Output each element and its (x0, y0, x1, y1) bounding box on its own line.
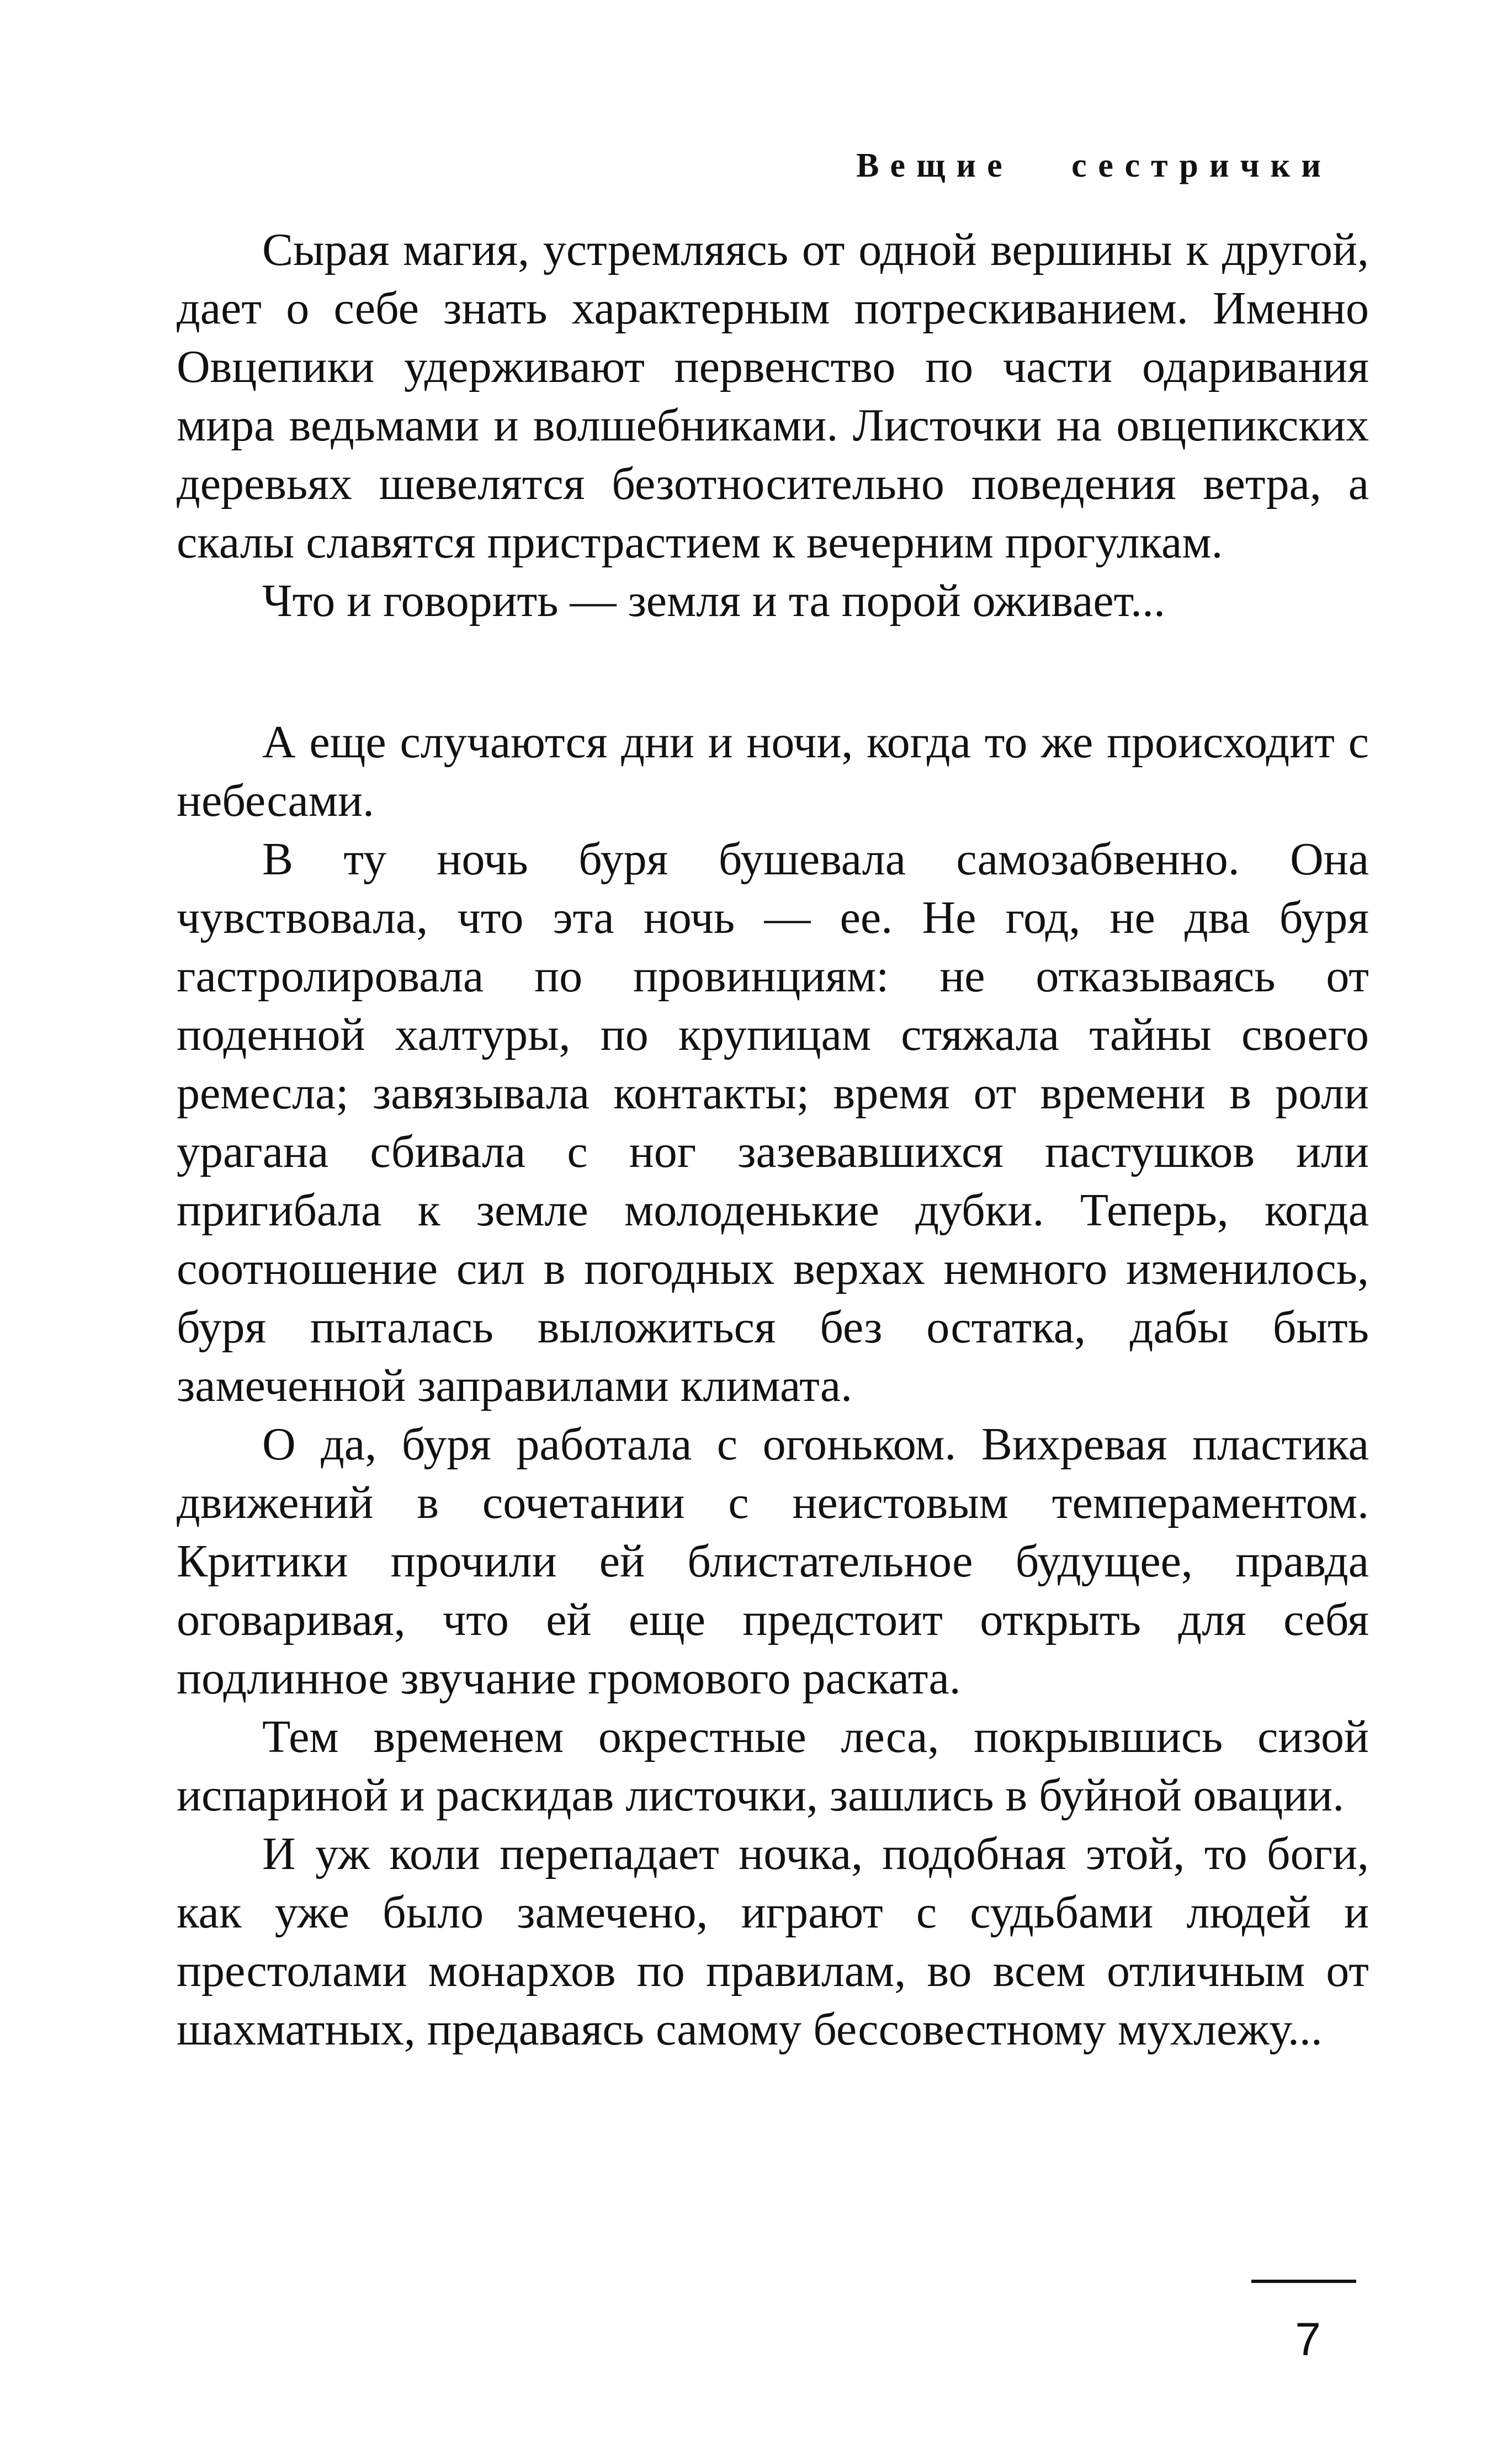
section-break (177, 630, 1369, 713)
paragraph: О да, буря работала с огоньком. Вихревая пластика движений в сочетании с неистовым темпераментом. Критики прочили ей блистательное будущее, правда оговаривая, что ей еще предстоит открыть для себя подлинное звучание громового раската. (177, 1419, 1369, 1704)
paragraph: Что и говорить — земля и та порой оживает... (262, 575, 1166, 626)
paragraph: А еще случаются дни и ночи, когда то же происходит с небесами. (177, 716, 1369, 826)
page-number: 7 (1295, 2313, 1321, 2365)
body-text (177, 221, 1369, 2059)
paragraph: Сырая магия, устремляясь от одной вершины к другой, дает о себе знать характерным потрескиванием. Именно Овцепики удерживают первенство по части одаривания мира ведьмами и волшебниками. Листочки на овцепикских деревьях шевелятся безотносительно поведения ветра, а скалы славятся пристрастием к вечерним прогулкам. (177, 224, 1369, 568)
footer-rule (1251, 2280, 1356, 2283)
paragraph: И уж коли перепадает ночка, подобная этой, то боги, как уже было замечено, играют с судьбами людей и престолами монархов по правилам, во всем отличным от шахматных, предаваясь самому бессовестному мухлежу... (177, 1828, 1369, 2055)
paragraph: Тем временем окрестные леса, покрывшись сизой испариной и раскидав листочки, зашлись в буйной овации. (177, 1711, 1369, 1821)
paragraph: В ту ночь буря бушевала самозабвенно. Она чувствовала, что эта ночь — ее. Не год, не два буря гастролировала по провинциям: не отказываясь от поденной халтуры, по крупицам стяжала тайны своего ремесла; завязывала контакты; время от времени в роли урагана сбивала с ног зазевавшихся пастушков или пригибала к земле молоденькие дубки. Теперь, когда соотношение сил в погодных верхах немного изменилось, буря пыталась выложиться без остатка, дабы быть замеченной заправилами климата. (177, 833, 1369, 1411)
running-header: Вещие сестрички (856, 147, 1332, 184)
